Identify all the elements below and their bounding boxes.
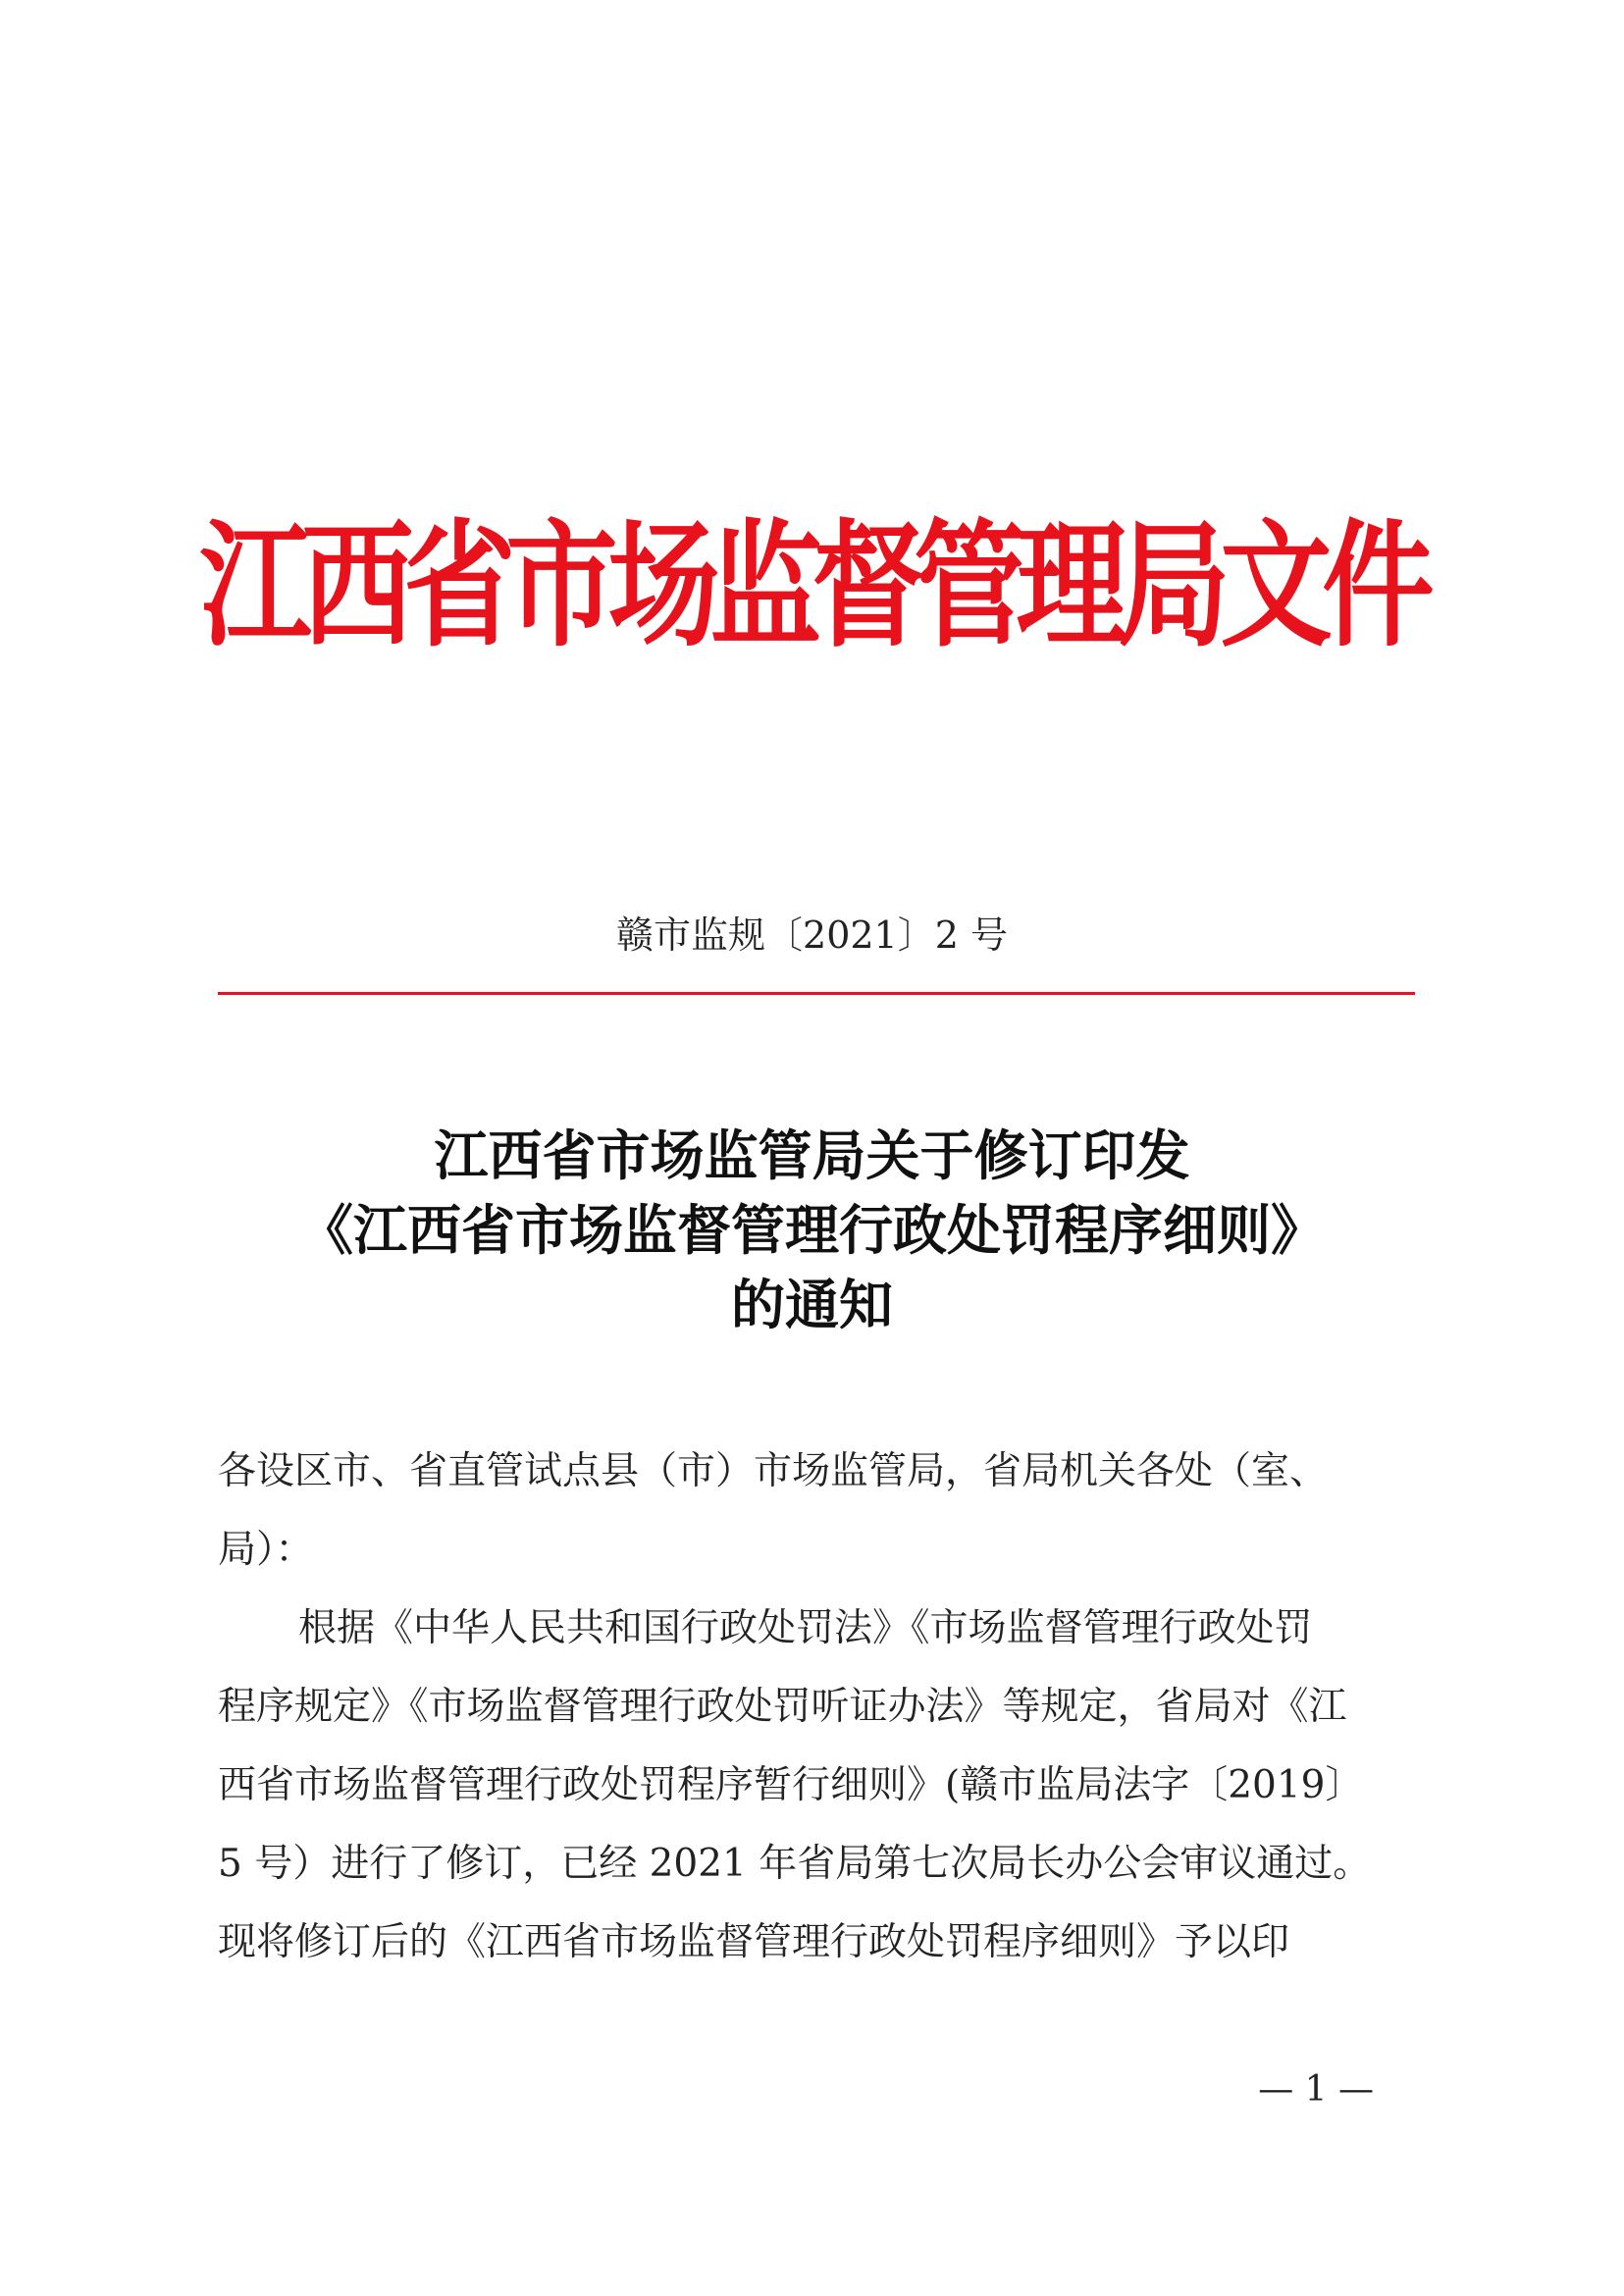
page-number: — 1 — — [1258, 2069, 1374, 2110]
notice-title — [157, 1119, 1467, 1342]
addressee-line: 局）： — [218, 1528, 314, 1572]
body-text — [218, 1433, 1420, 1982]
paragraph-line: 现将修订后的《江西省市场监督管理行政处罚程序细则》予以印 — [218, 1920, 1290, 1964]
title-line: 的通知 — [730, 1273, 893, 1336]
red-divider-line — [218, 992, 1415, 995]
paragraph-line: 5 号）进行了修订，已经 2021 年省局第七次局长办公会审议通过。 — [218, 1842, 1372, 1886]
paragraph-line: 西省市场监督管理行政处罚程序暂行细则》(赣市监局法字〔2019〕 — [218, 1763, 1364, 1807]
masthead-title: 江西省市场监督管理局文件 — [199, 505, 1425, 666]
title-line: 《江西省市场监督管理行政处罚程序细则》 — [298, 1198, 1325, 1262]
title-line: 江西省市场监管局关于修订印发 — [434, 1123, 1190, 1187]
addressee-line: 各设区市、省直管试点县（市）市场监管局，省局机关各处（室、 — [218, 1449, 1329, 1493]
document-number: 赣市监规〔2021〕2 号 — [616, 913, 1008, 957]
paragraph-line: 程序规定》《市场监督管理行政处罚听证办法》等规定，省局对《江 — [218, 1685, 1347, 1729]
paragraph-line: 根据《中华人民共和国行政处罚法》《市场监督管理行政处罚 — [298, 1606, 1313, 1650]
